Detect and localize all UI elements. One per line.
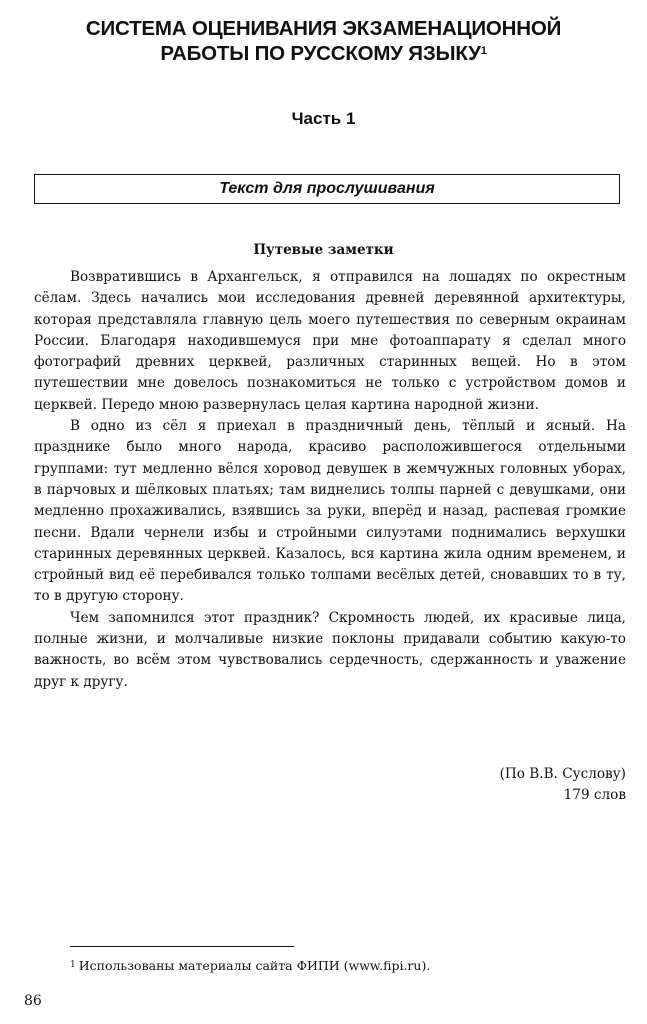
footnote xyxy=(70,957,430,975)
story-paragraph-1: Возвратившись в Архангельск, я отправился на лошадях по окрестным сёлам. Здесь начались мои исследования древней деревянной архитектуры, которая представляла главную цель моего путешествия по северным окраинам России. Благодаря находившемуся при мне фотоаппарату я сделал много фотографий древних церквей, различных старинных вещей. Но в этом путешествии мне довелось познакомиться не только с устройством домов и церквей. Передо мною развернулась целая картина народной жизни. xyxy=(34,269,626,413)
story-title: Путевые заметки xyxy=(253,242,394,258)
section-header-box xyxy=(34,174,620,204)
title-footnote-marker: 1 xyxy=(480,45,487,57)
page-number: 86 xyxy=(24,993,42,1009)
page-title-line-1: СИСТЕМА ОЦЕНИВАНИЯ ЭКЗАМЕНАЦИОННОЙ xyxy=(85,17,562,40)
story-attribution xyxy=(500,764,626,807)
footnote-text: Использованы материалы сайта ФИПИ (www.fipi.ru). xyxy=(78,958,431,973)
story-source: (По В.В. Суслову) xyxy=(499,766,626,782)
story-paragraph-2: В одно из сёл я приехал в праздничный день, тёплый и ясный. На празднике было много народа, красиво расположившегося отдельными группами: тут медленно вёлся хоровод девушек в жемчужных головных уборах, в парчовых и шёлковых платьях; там виднелись толпы парней с девушками, они медленно прохаживались, взявшись за руки, вперёд и назад, распевая громкие песни. Вдали чернели избы и стройными силуэтами поднимались верхушки старинных деревянных церквей. Казалось, вся картина жила одним временем, и стройный вид её перебивался только толпами весёлых детей, сновавших то в ту, то в другую сторону. xyxy=(34,418,626,605)
footnote-divider xyxy=(70,946,294,947)
section-header-label: Текст для прослушивания xyxy=(219,180,435,197)
footnote-marker: 1 xyxy=(70,960,76,970)
page-title-line-2-text: РАБОТЫ ПО РУССКОМУ ЯЗЫКУ xyxy=(160,42,481,65)
page-title-line-2 xyxy=(30,41,617,66)
story-word-count: 179 слов xyxy=(563,787,626,804)
page-title xyxy=(30,16,617,66)
story-paragraph-3: Чем запомнился этот праздник? Скромность людей, их красивые лица, полные жизни, и молчаливые низкие поклоны придавали событию какую-то важность, во всём этом чувствовались сердечность, сдержанность и уважение друг к другу. xyxy=(34,609,626,690)
part-heading: Часть 1 xyxy=(291,109,356,128)
story-text xyxy=(34,267,626,693)
